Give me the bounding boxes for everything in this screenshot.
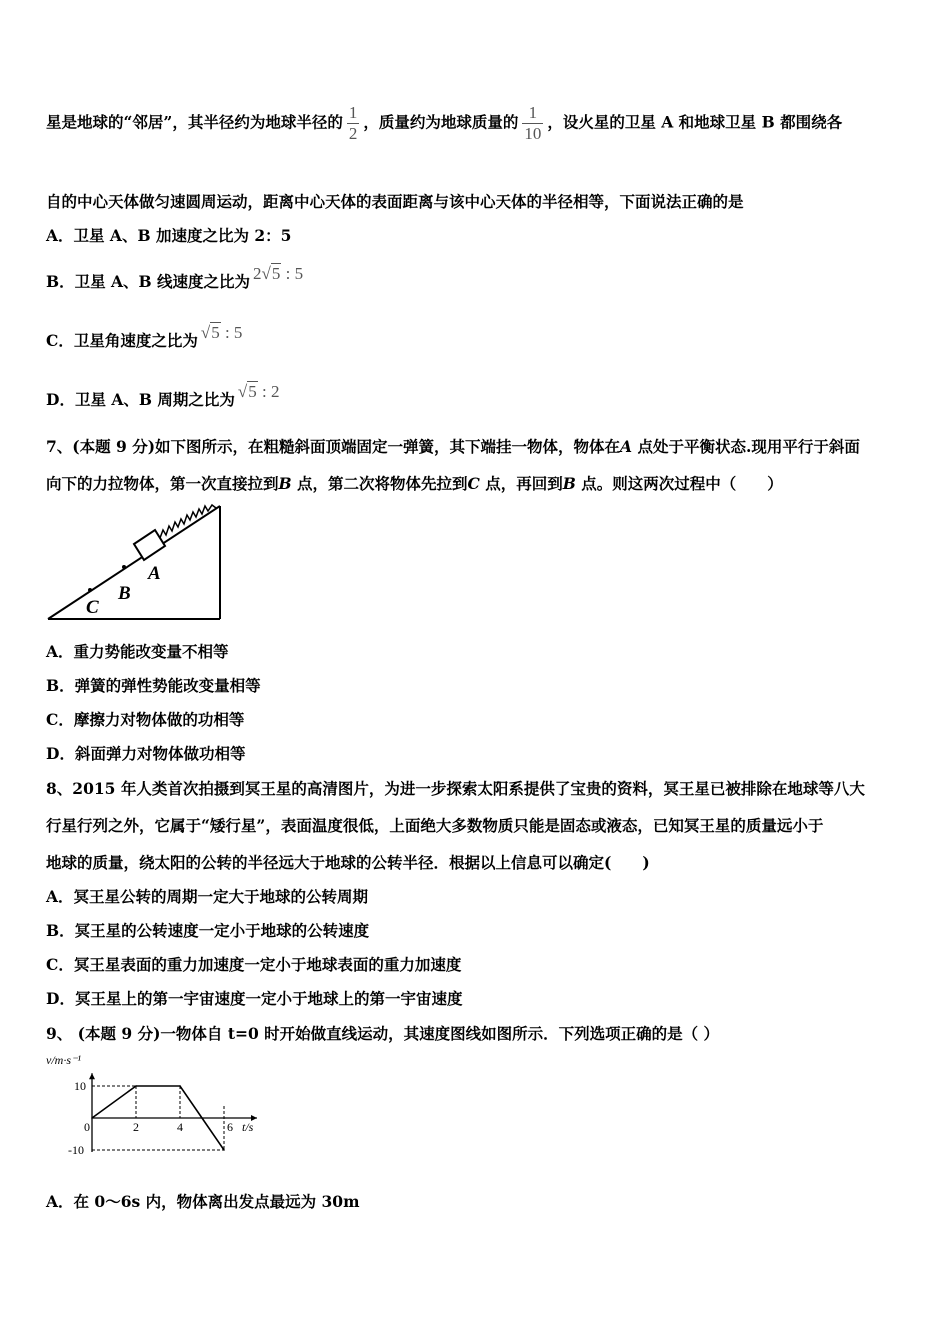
q8-option-c: C．冥王星表面的重力加速度一定小于地球表面的重力加速度	[46, 955, 462, 974]
point-label: B	[562, 474, 576, 493]
point-label: C	[467, 474, 480, 493]
q7-text: 点处于平衡状态.现用平行于斜面	[632, 437, 860, 456]
q8-option-a: A．冥王星公转的周期一定大于地球的公转周期	[46, 887, 369, 906]
math-expr: √5 : 2	[237, 382, 280, 401]
data-point	[179, 1085, 181, 1087]
y-tick-label: -10	[68, 1143, 84, 1157]
option-text: B．卫星 A、B 线速度之比为	[46, 272, 251, 291]
q6-line-2: 自的中心天体做匀速圆周运动，距离中心天体的表面距离与该中心天体的半径相等，下面说法正确的是	[46, 192, 744, 211]
q7-option-d: D．斜面弹力对物体做功相等	[46, 744, 246, 763]
math-expr: 2√5 : 5	[253, 264, 304, 283]
q9-line-1: 9、 (本题 9 分)一物体自 t=0 时开始做直线运动，其速度图线如图所示．下列选项正确的是（ ）	[46, 1024, 720, 1043]
data-point	[223, 1149, 225, 1151]
point-label: B	[278, 474, 292, 493]
fraction-tenth	[522, 103, 543, 144]
q7-option-c: C．摩擦力对物体做的功相等	[46, 710, 245, 729]
label-b: B	[118, 583, 131, 604]
point-label: A	[620, 437, 633, 456]
q8-line-1: 8、2015 年人类首次拍摄到冥王星的高清图片，为进一步探索太阳系提供了宝贵的资料，冥王星已被排除在地球等八大	[46, 779, 865, 798]
data-point	[135, 1085, 137, 1087]
math-radicand: 5	[248, 382, 257, 401]
label-c: C	[86, 597, 99, 618]
math-radicand: 5	[271, 264, 281, 283]
option-text: D．卫星 A、B 周期之比为	[46, 390, 235, 409]
q6-option-a: A．卫星 A、B 加速度之比为 2：5	[46, 226, 292, 245]
y-axis-title: v/m·s⁻¹	[46, 1053, 81, 1067]
frac-num: 1	[528, 103, 538, 122]
math-tail: : 5	[281, 264, 304, 283]
q7-text: 点。则这两次过程中（ ）	[575, 474, 783, 493]
q9-option-a: A．在 0～6s 内，物体离出发点最远为 30m	[46, 1192, 360, 1211]
q6-option-b	[46, 264, 304, 292]
q6-text: 星是地球的“邻居”，其半径约为地球半径的	[46, 112, 343, 132]
incline-figure	[44, 500, 229, 625]
q7-text: 向下的力拉物体，第一次直接拉到	[46, 474, 279, 493]
q7-option-a: A．重力势能改变量不相等	[46, 642, 229, 661]
block-body	[134, 530, 165, 560]
q7-text: 点，再回到	[479, 474, 563, 493]
math-tail: : 5	[220, 323, 243, 342]
q6-line-1	[46, 103, 842, 144]
label-a: A	[148, 563, 161, 584]
x-tick-label: 0	[84, 1120, 90, 1134]
q8-line-3: 地球的质量，绕太阳的公转的半径远大于地球的公转半径．根据以上信息可以确定( )	[46, 853, 650, 872]
q8-option-b: B．冥王星的公转速度一定小于地球的公转速度	[46, 921, 370, 940]
chart-labels	[46, 1053, 254, 1157]
q6-text: ，设火星的卫星 A 和地球卫星 B 都围绕各	[547, 112, 843, 132]
frac-den: 10	[524, 124, 542, 143]
q7-option-b: B．弹簧的弹性势能改变量相等	[46, 676, 261, 695]
q6-option-c	[46, 323, 243, 351]
x-tick-label: 4	[177, 1120, 183, 1134]
y-tick-label: 10	[74, 1079, 86, 1093]
math-expr: √5 : 5	[200, 323, 243, 342]
data-point	[91, 1117, 93, 1119]
point-b-dot	[88, 588, 92, 592]
incline-slope	[48, 506, 220, 619]
q7-text: 点，第二次将物体先拉到	[291, 474, 468, 493]
q7-line-1	[46, 435, 860, 457]
frac-num: 1	[348, 103, 358, 122]
velocity-time-chart	[44, 1050, 274, 1162]
x-tick-label: 2	[133, 1120, 139, 1134]
x-tick-label: 6	[227, 1120, 233, 1134]
option-text: C．卫星角速度之比为	[46, 331, 198, 350]
fraction-half	[347, 103, 360, 144]
math-radicand: 5	[211, 323, 220, 342]
math-coef: 2	[253, 264, 262, 283]
point-a-dot	[122, 565, 126, 569]
y-axis-arrow	[89, 1073, 95, 1079]
q6-option-d	[46, 382, 280, 410]
math-tail: : 2	[257, 382, 280, 401]
x-axis-title: t/s	[242, 1120, 254, 1134]
data-point	[201, 1117, 203, 1119]
q6-text: ，质量约为地球质量的	[363, 112, 519, 132]
chart-axes	[89, 1073, 257, 1152]
q7-text: 7、(本题 9 分)如下图所示，在粗糙斜面顶端固定一弹簧，其下端挂一物体，物体在	[46, 437, 621, 456]
q7-line-2	[46, 472, 783, 494]
frac-den: 2	[348, 124, 358, 143]
q8-line-2: 行星行列之外，它属于“矮行星”，表面温度很低，上面绝大多数物质只能是固态或液态，已知冥王星的质量远小于	[46, 816, 824, 835]
q8-option-d: D．冥王星上的第一宇宙速度一定小于地球上的第一宇宙速度	[46, 989, 463, 1008]
spring	[160, 505, 216, 538]
